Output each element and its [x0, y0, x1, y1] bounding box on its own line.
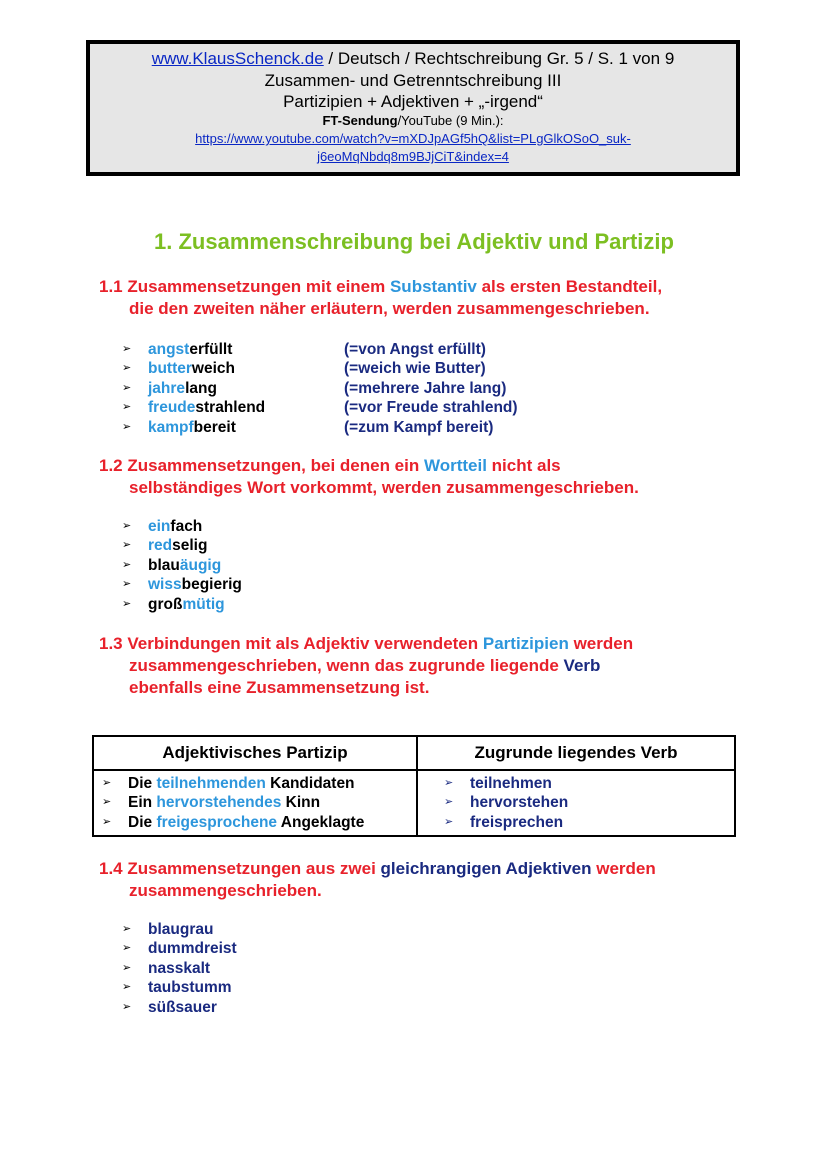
explanation: (=von Angst erfüllt)	[344, 341, 486, 358]
participle: freigesprochene	[156, 813, 278, 831]
word-part-2: weich	[191, 360, 235, 378]
s11-text-c: als ersten Bestandteil,	[476, 277, 663, 296]
pre-text: Die	[128, 775, 157, 792]
site-link[interactable]: www.KlausSchenck.de	[151, 49, 324, 68]
word-part-2: lang	[185, 379, 217, 397]
s13-text-d: zusammengeschrieben, wenn das zugrunde liegende	[129, 656, 564, 675]
pre-text: Die	[128, 813, 157, 831]
word-part-1: freude	[148, 399, 196, 417]
ft-label: FT-Sendung	[322, 113, 398, 128]
list-item	[122, 517, 242, 536]
s13-text-a: 1.3 Verbindungen mit als Adjektiv verwendeten	[99, 634, 483, 653]
s11-list	[122, 340, 265, 437]
s12-text-a: 1.2 Zusammensetzungen, bei denen ein	[99, 456, 424, 475]
list-item: ➢ süßsauer	[122, 998, 237, 1017]
list-item: ➢ nasskalt	[122, 959, 237, 978]
s14-text-d: zusammengeschrieben.	[129, 881, 322, 900]
list-item	[122, 556, 242, 575]
word-part-1: ein	[148, 518, 171, 535]
s13-text-f: ebenfalls eine Zusammensetzung ist.	[129, 678, 430, 697]
table-row	[102, 774, 416, 793]
participle: hervorstehendes	[156, 794, 282, 812]
post-text: Kandidaten	[265, 775, 355, 792]
s14-text-c: werden	[591, 859, 656, 878]
word-part-2: erfüllt	[189, 341, 233, 358]
word-part-1: butter	[148, 360, 192, 378]
word-part-2: äugig	[179, 556, 222, 574]
header-line-1	[88, 48, 738, 70]
list-item	[122, 398, 265, 417]
table-row: ➢ freisprechen	[444, 813, 734, 832]
explanation: (=vor Freude strahlend)	[344, 399, 518, 417]
word-part-2: begierig	[181, 576, 242, 594]
section-1-3-heading	[99, 633, 739, 699]
table-cell-participles	[93, 770, 417, 836]
table-row: ➢ teilnehmen	[444, 774, 734, 793]
list-item	[122, 595, 242, 614]
word-part-1: blau	[148, 556, 180, 574]
word-part-1: jahre	[148, 379, 186, 397]
participle: teilnehmenden	[156, 775, 266, 792]
table-header-participle: Adjektivisches Partizip	[93, 736, 417, 770]
post-text: Kinn	[281, 794, 321, 812]
table-row	[102, 813, 416, 832]
word-part-1: wiss	[148, 576, 182, 594]
list-item	[122, 340, 265, 359]
list-item	[122, 359, 265, 378]
header-title: Zusammen- und Getrenntschreibung III	[264, 71, 562, 90]
s12-text-d: selbständiges Wort vorkommt, werden zusammengeschrieben.	[129, 478, 639, 497]
s13-text-c: werden	[568, 634, 634, 653]
s14-text-a: 1.4 Zusammensetzungen aus zwei	[99, 859, 381, 878]
table-row	[102, 793, 416, 812]
post-text: Angeklagte	[277, 813, 365, 831]
list-item: ➢ dummdreist	[122, 939, 237, 958]
s14-list	[122, 920, 237, 1017]
s12-list	[122, 517, 242, 614]
explanation: (=weich wie Butter)	[344, 360, 486, 378]
pre-text: Ein	[128, 794, 157, 812]
list-item	[122, 575, 242, 594]
word-part-2: bereit	[193, 418, 236, 436]
word-part-2: strahlend	[195, 399, 266, 417]
s14-highlight: gleichrangigen Adjektiven	[380, 859, 592, 878]
youtube-link-line-2[interactable]: j6eoMqNbdq8m9BJjCiT&index=4	[317, 149, 509, 164]
word-part-2: mütig	[182, 595, 225, 613]
explanation: (=zum Kampf bereit)	[344, 418, 494, 436]
s11-text-d: die den zweiten näher erläutern, werden zusammengeschrieben.	[129, 299, 650, 318]
youtube-link-line-1[interactable]: https://www.youtube.com/watch?v=mXDJpAGf5hQ&list=PLgGlkOSoO_suk-	[195, 131, 631, 146]
breadcrumb: / Deutsch / Rechtschreibung Gr. 5 / S. 1 von 9	[323, 49, 675, 68]
explanation: (=mehrere Jahre lang)	[344, 379, 507, 397]
s12-highlight: Wortteil	[423, 456, 487, 475]
list-item	[122, 379, 265, 398]
word-part-1: kampf	[148, 418, 194, 436]
section-1-2-heading	[99, 455, 739, 499]
word-part-2: selig	[172, 537, 208, 555]
word-part-2: fach	[170, 518, 203, 535]
s11-explanations	[344, 340, 518, 437]
s13-line-2	[99, 655, 739, 677]
table-row: ➢ hervorstehen	[444, 793, 734, 812]
word-part-1: groß	[148, 595, 183, 613]
ft-line	[88, 112, 738, 130]
section-1-4-heading	[99, 858, 739, 902]
word-part-1: angst	[148, 341, 190, 358]
s13-highlight: Partizipien	[482, 634, 569, 653]
list-item: ➢ blaugrau	[122, 920, 237, 939]
s11-highlight: Substantiv	[389, 277, 477, 296]
section-1-1-heading	[99, 276, 739, 320]
participle-table	[92, 735, 736, 837]
s12-text-c: nicht als	[486, 456, 561, 475]
header-subtitle: Partizipien + Adjektiven + „-irgend“	[283, 92, 543, 111]
header-box	[86, 40, 740, 176]
main-heading: 1. Zusammenschreibung bei Adjektiv und Partizip	[154, 229, 674, 254]
table-header-verb: Zugrunde liegendes Verb	[417, 736, 735, 770]
word-part-1: red	[148, 537, 173, 555]
list-item	[122, 536, 242, 555]
list-item	[122, 418, 265, 437]
list-item: ➢ taubstumm	[122, 978, 237, 997]
s13-verb: Verb	[563, 656, 601, 675]
ft-rest: /YouTube (9 Min.):	[397, 113, 504, 128]
s11-text-a: 1.1 Zusammensetzungen mit einem	[99, 277, 390, 296]
table-cell-verbs	[417, 770, 735, 836]
